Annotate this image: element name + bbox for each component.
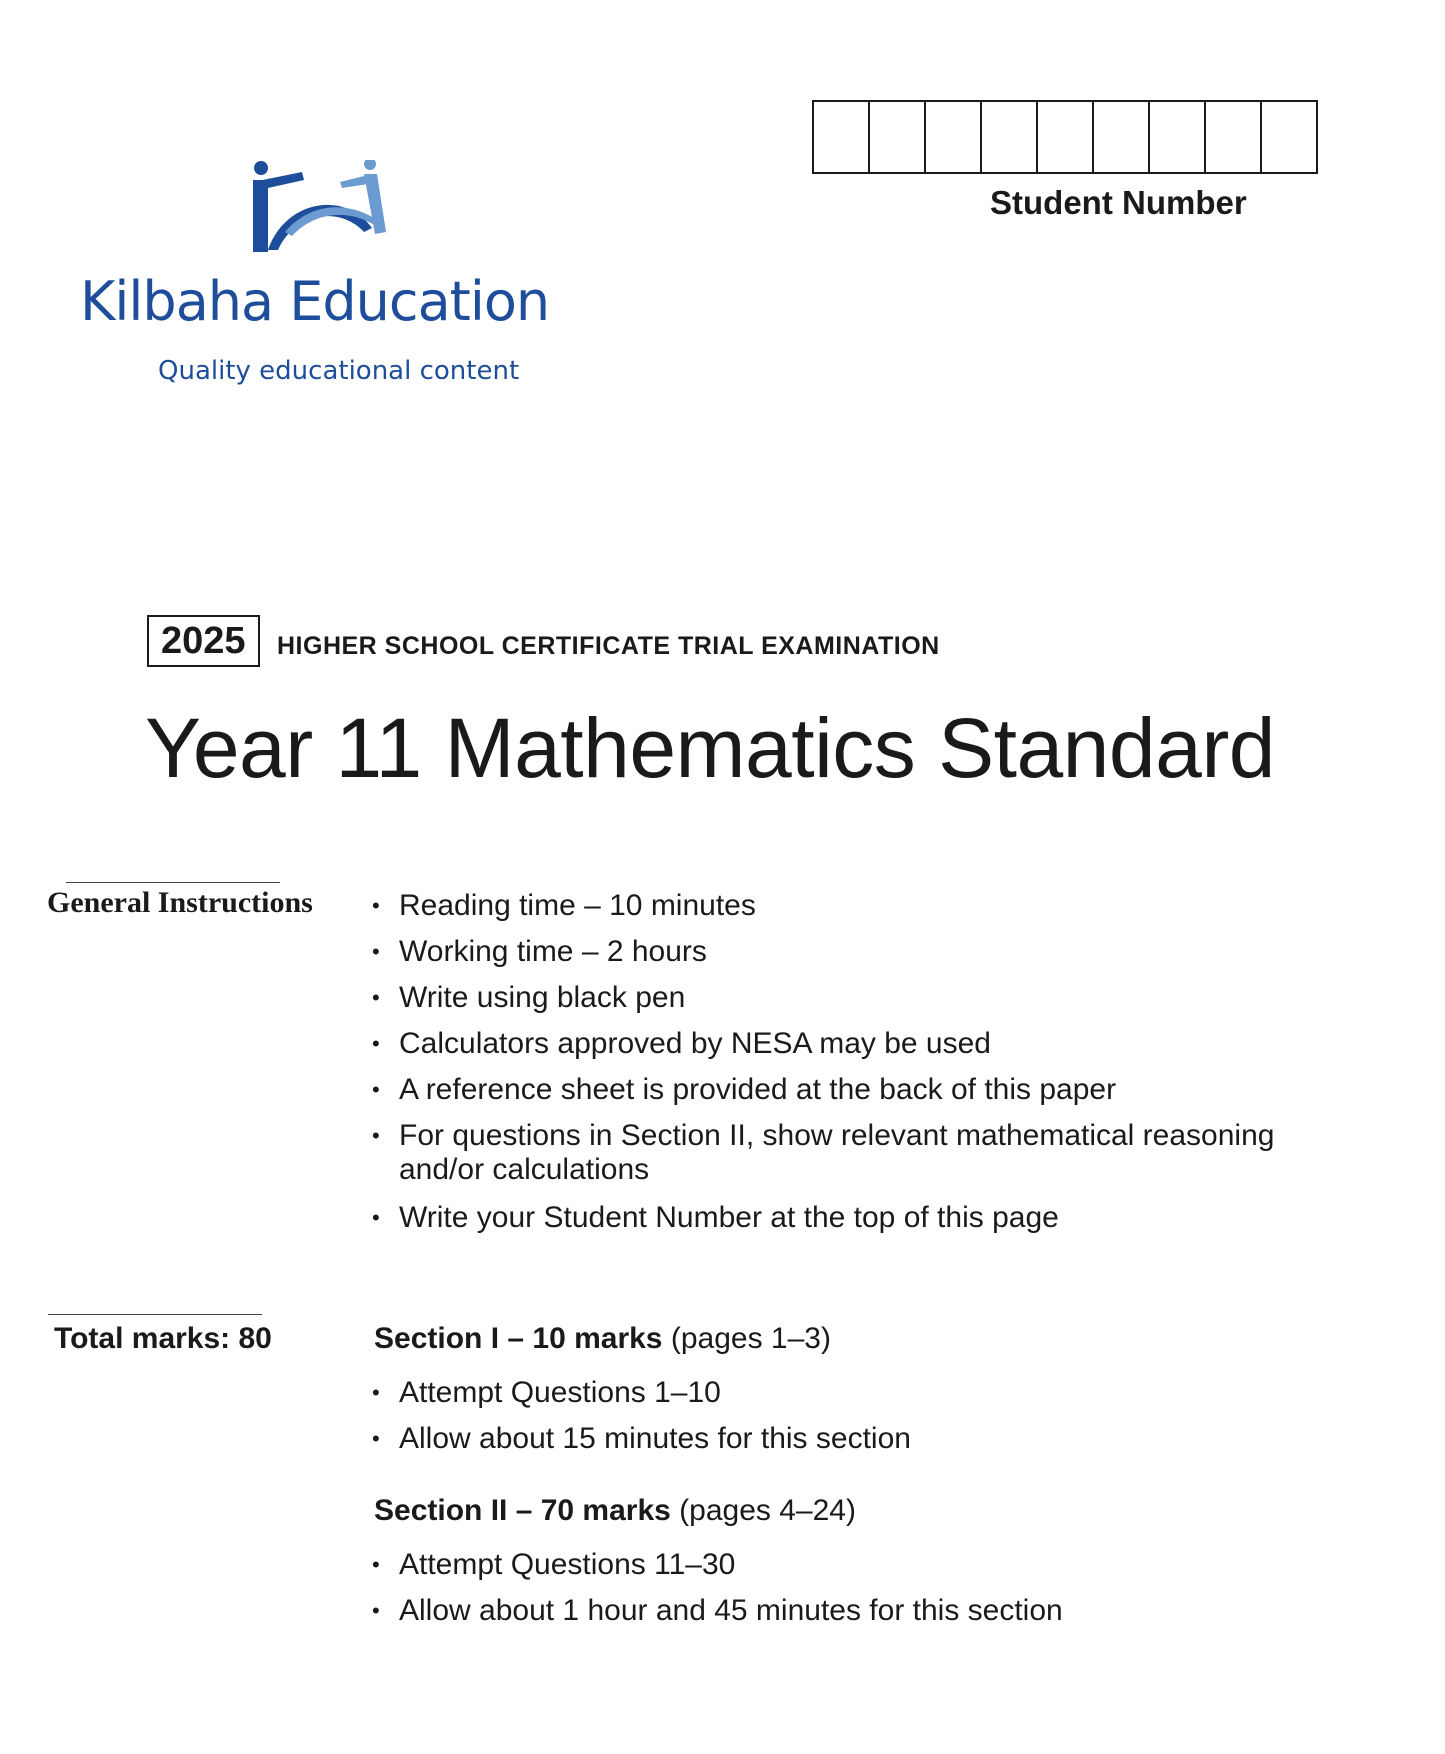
section-2-title: Section II – 70 marks [374, 1494, 671, 1527]
student-number-digit-box[interactable] [870, 102, 926, 172]
section-1-heading [374, 1322, 831, 1356]
section-1-item: • Allow about 15 minutes for this section [372, 1422, 911, 1456]
section-2-pages: (pages 4–24) [679, 1494, 856, 1527]
student-number-digit-box[interactable] [1206, 102, 1262, 172]
section-1-title: Section I – 10 marks [374, 1322, 663, 1355]
subject-title: Year 11 Mathematics Standard [145, 701, 1276, 795]
instruction-item: • Write your Student Number at the top of this page [372, 1201, 1332, 1235]
student-number-digit-box[interactable] [1150, 102, 1206, 172]
exam-type: HIGHER SCHOOL CERTIFICATE TRIAL EXAMINATION [277, 632, 940, 660]
general-instructions-heading: General Instructions [47, 886, 313, 919]
instruction-item: • Write using black pen [372, 981, 1332, 1015]
student-number-digit-box[interactable] [1262, 102, 1316, 172]
instruction-item: • Reading time – 10 minutes [372, 889, 1332, 923]
section-1-pages: (pages 1–3) [670, 1322, 831, 1355]
section-1-list [372, 1376, 911, 1468]
instruction-item: • For questions in Section II, show relevant mathematical reasoning and/or calculations [372, 1119, 1332, 1187]
logo-tagline: Quality educational content [158, 356, 520, 386]
kilbaha-logo [75, 160, 575, 400]
instruction-item: • Working time – 2 hours [372, 935, 1332, 969]
instructions-divider [66, 882, 280, 883]
section-1-item: • Attempt Questions 1–10 [372, 1376, 911, 1410]
student-number-digit-box[interactable] [982, 102, 1038, 172]
exam-year: 2025 [147, 615, 260, 667]
student-number-label: Student Number [990, 184, 1247, 221]
total-marks: Total marks: 80 [54, 1322, 272, 1355]
student-number-digit-box[interactable] [814, 102, 870, 172]
instruction-item: • Calculators approved by NESA may be used [372, 1027, 1332, 1061]
instruction-item: • A reference sheet is provided at the back of this paper [372, 1073, 1332, 1107]
student-number-digit-box[interactable] [1094, 102, 1150, 172]
student-number-digit-box[interactable] [926, 102, 982, 172]
student-number-digit-box[interactable] [1038, 102, 1094, 172]
section-2-list [372, 1548, 1063, 1640]
logo-figures-icon [240, 160, 390, 270]
general-instructions-list [372, 889, 1332, 1247]
section-2-item: • Allow about 1 hour and 45 minutes for this section [372, 1594, 1063, 1628]
section-2-item: • Attempt Questions 11–30 [372, 1548, 1063, 1582]
marks-divider [48, 1314, 262, 1315]
logo-name: Kilbaha Education [80, 270, 550, 333]
section-2-heading [374, 1494, 856, 1528]
student-number-boxes[interactable] [812, 100, 1318, 174]
